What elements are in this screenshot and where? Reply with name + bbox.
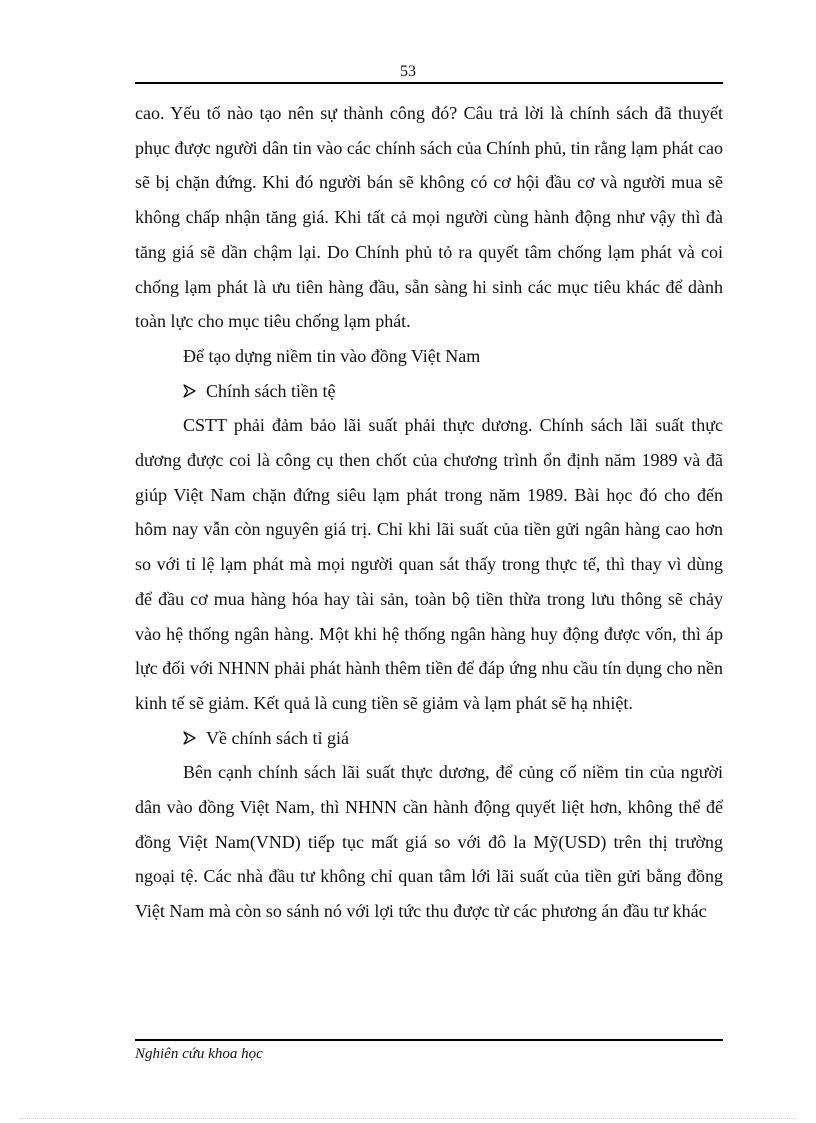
paragraph-monetary-policy: CSTT phải đảm bảo lãi suất phải thực dương. Chính sách lãi suất thực dương được coi là công cụ then chốt của chương trình ổn định năm 1989 và đã giúp Việt Nam chặn đứng siêu lạm phát trong năm 1989. Bài học đó cho đến hôm nay vẫn còn nguyên giá trị. Chỉ khi lãi suất của tiền gửi ngân hàng cao hơn so với tỉ lệ lạm phát mà mọi người quan sát thấy trong thực tế, thì thay vì dùng để đầu cơ mua hàng hóa hay tài sản, toàn bộ tiền thừa trong lưu thông sẽ chảy vào hệ thống ngân hàng. Một khi hệ thống ngân hàng huy động được vốn, thì áp lực đối với NHNN phải phát hành thêm tiền để đáp ứng nhu cầu tín dụng cho nền kinh tế sẽ giảm. Kết quả là cung tiền sẽ giảm và lạm phát sẽ hạ nhiệt. (135, 415, 723, 713)
page-number: 53 (400, 63, 416, 80)
body-text (135, 96, 723, 929)
arrowhead-bullet-icon (183, 384, 196, 398)
paragraph-intro: cao. Yếu tố nào tạo nên sự thành công đó? Câu trả lời là chính sách đã thuyết phục được người dân tin vào các chính sách của Chính phủ, tin rằng lạm phát cao sẽ bị chặn đứng. Khi đó người bán sẽ không có cơ hội đầu cơ và người mua sẽ không chấp nhận tăng giá. Khi tất cả mọi người cùng hành động như vậy thì đà tăng giá sẽ dần chậm lại. Do Chính phủ tỏ ra quyết tâm chống lạm phát và coi chống lạm phát là ưu tiên hàng đầu, sẵn sàng hi sinh các mục tiêu khác để dành toàn lực cho mục tiêu chống lạm phát. (135, 103, 723, 332)
bullet-heading-label: Chính sách tiền tệ (206, 380, 336, 401)
footer-rule (135, 1039, 723, 1041)
section-heading: Để tạo dựng niềm tin vào đồng Việt Nam (183, 345, 481, 366)
page-bottom-border (20, 1118, 796, 1119)
arrowhead-bullet-icon (183, 731, 196, 745)
header-rule (135, 82, 723, 84)
paragraph-exchange-rate: Bên cạnh chính sách lãi suất thực dương, để củng cố niềm tin của người dân vào đồng Việt Nam, thì NHNN cần hành động quyết liệt hơn, không thể để đồng Việt Nam(VND) tiếp tục mất giá so với đô la Mỹ(USD) trên thị trường ngoại tệ. Các nhà đầu tư không chỉ quan tâm lới lãi suất của tiền gửi bằng đồng Việt Nam mà còn so sánh nó với lợi tức thu được từ các phương án đầu tư khác (135, 762, 723, 922)
bullet-heading-monetary-policy (135, 374, 723, 409)
bullet-heading-exchange-rate (135, 721, 723, 756)
footer-text: Nghiên cứu khoa học (135, 1046, 263, 1062)
bullet-heading-label: Về chính sách tỉ giá (206, 727, 349, 748)
